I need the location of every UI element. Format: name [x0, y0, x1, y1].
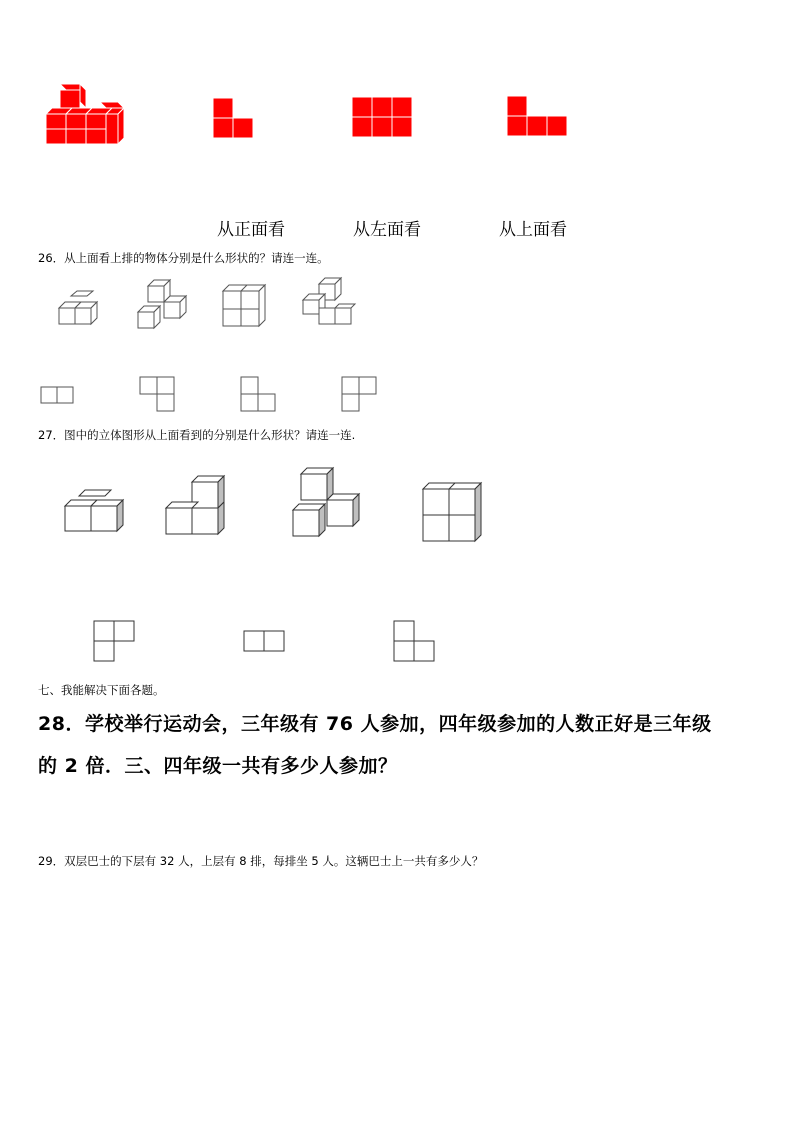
q27-view-a[interactable]: [93, 620, 137, 664]
q27-view-b[interactable]: [243, 630, 287, 654]
question-28-line-1: 28．学校举行运动会，三年级有 76 人参加，四年级参加的人数正好是三年级: [38, 713, 712, 735]
question-27: 27．图中的立体图形从上面看到的分别是什么形状？请连一连.: [38, 428, 356, 442]
q26-view-a[interactable]: [40, 386, 76, 406]
label-front-view: 从正面看: [217, 220, 285, 240]
q26-view-d[interactable]: [341, 376, 379, 414]
question-29: 29．双层巴士的下层有 32 人，上层有 8 排，每排坐 5 人。这辆巴士上一共有多少人？: [38, 854, 484, 868]
q26-view-c[interactable]: [240, 376, 278, 414]
q27-solid-4[interactable]: [421, 481, 483, 543]
red-front-view: [212, 97, 256, 139]
q27-solid-1[interactable]: [63, 488, 127, 534]
red-3d-figure: [44, 84, 128, 148]
q26-view-b[interactable]: [139, 376, 177, 414]
q26-solid-4[interactable]: [301, 276, 355, 328]
question-28-line-2: 的 2 倍．三、四年级一共有多少人参加？: [38, 755, 398, 777]
section-7-heading: 七、我能解决下面各题。: [38, 683, 165, 697]
label-left-view: 从左面看: [353, 220, 421, 240]
label-top-view: 从上面看: [499, 220, 567, 240]
q27-view-c[interactable]: [393, 620, 437, 664]
q26-solid-1[interactable]: [57, 294, 105, 328]
q27-solid-2[interactable]: [164, 474, 228, 536]
q26-solid-3[interactable]: [221, 283, 269, 329]
q27-solid-3[interactable]: [291, 466, 361, 538]
q26-solid-2[interactable]: [136, 280, 188, 330]
red-left-view: [351, 96, 413, 138]
red-top-view: [506, 95, 568, 137]
question-26: 26．从上面看上排的物体分别是什么形状的？请连一连。: [38, 251, 329, 265]
